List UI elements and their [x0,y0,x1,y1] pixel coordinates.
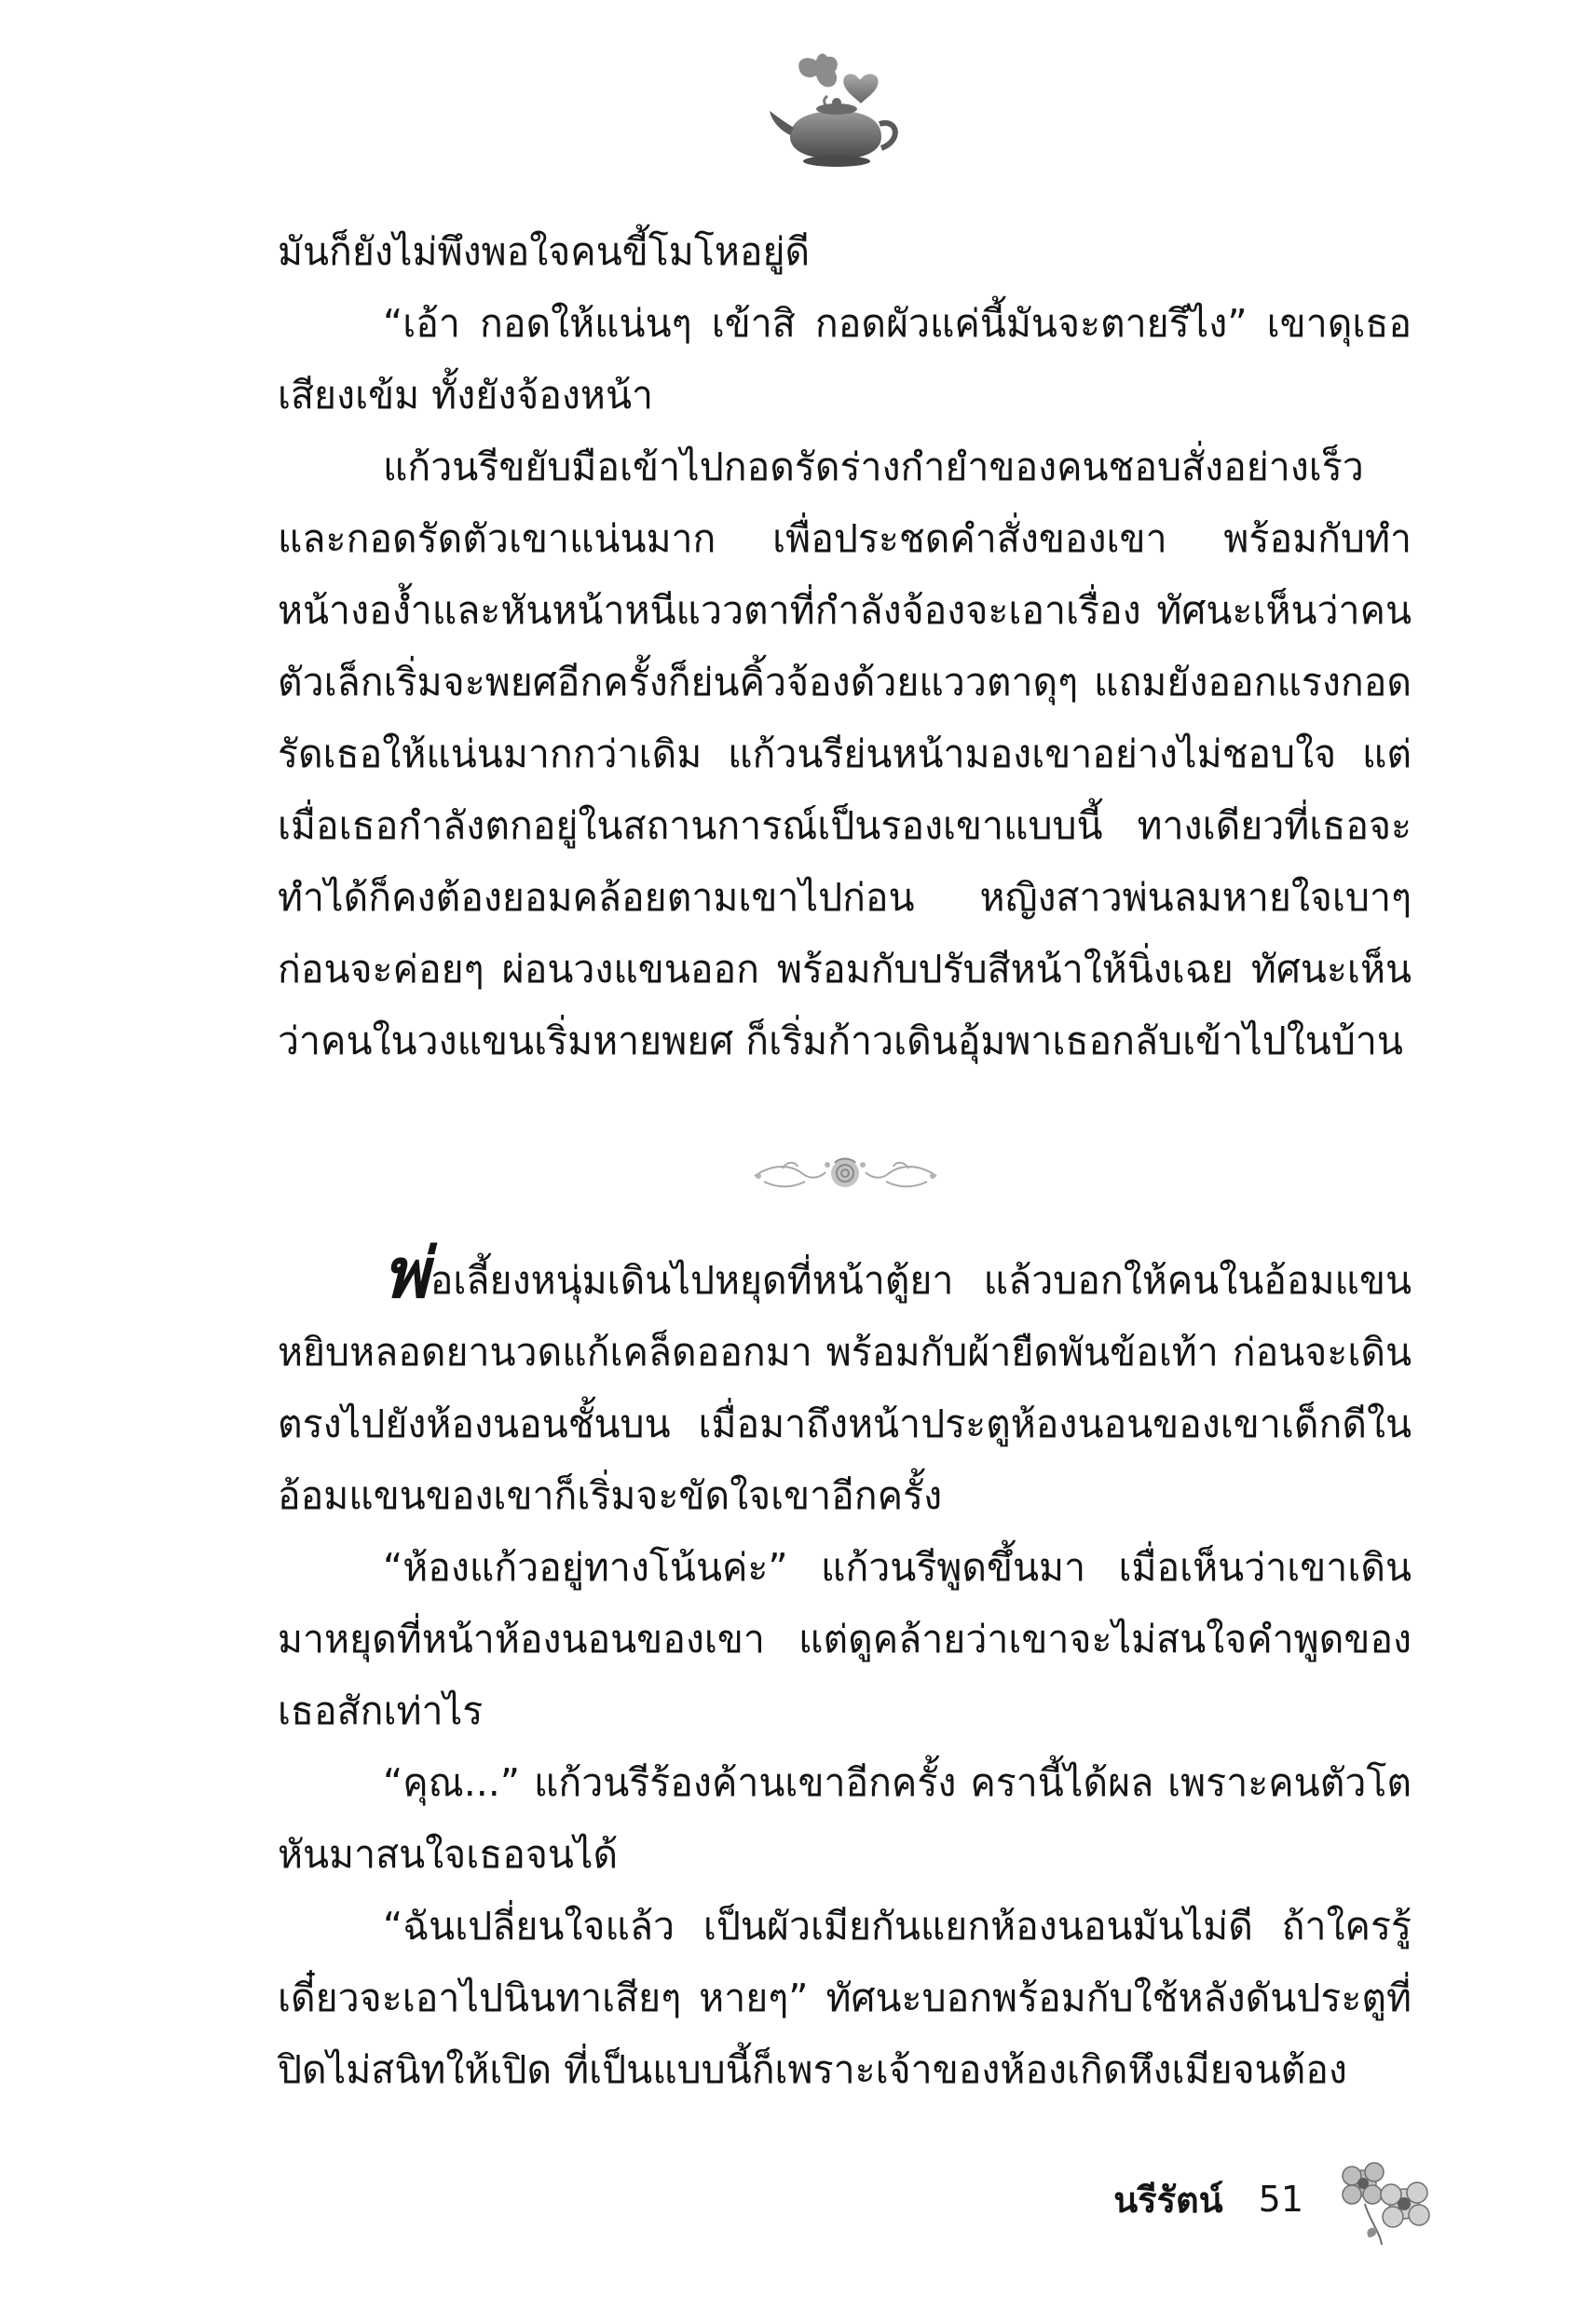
paragraph: “เอ้า กอดให้แน่นๆ เข้าสิ กอดผัวแค่นี้มันจะตายรึไง” เขาดุเธอเสียงเข้ม ทั้งยังจ้องหน้า [278,301,1412,417]
page-number: 51 [1258,2179,1303,2220]
text-block-1 [278,216,1412,1077]
footer-author: นรีรัตน์ [1113,2179,1223,2221]
text-block-2 [278,1234,1412,2106]
page-footer [1113,2143,1439,2255]
dropcap: พ่ [383,1234,429,1314]
paragraph: “คุณ...” แก้วนรีร้องค้านเขาอีกครั้ง ครานี้ได้ผล เพราะคนตัวโตหันมาสนใจเธอจนได้ [278,1760,1412,1877]
paragraph: “ห้องแก้วอยู่ทางโน้นค่ะ” แก้วนรีพูดขึ้นมา เมื่อเห็นว่าเขาเดินมาหยุดที่หน้าห้องนอนของเขา แต่ดูคล้ายว่าเขาจะไม่สนใจคำพูดของเธอสักเท่าไร [278,1545,1412,1733]
paragraph: มันก็ยังไม่พึงพอใจคนขี้โมโหอยู่ดี [278,229,811,274]
teapot-cherub-ornament-icon [762,51,911,172]
paragraph-text: อเลี้ยงหนุ่มเดินไปหยุดที่หน้าตู้ยา แล้วบอกให้คนในอ้อมแขนหยิบหลอดยานวดแก้เคล็ดออกมา พร้อมกับผ้ายืดพันข้อเท้า ก่อนจะเดินตรงไปยังห้องนอนชั้นบน เมื่อมาถึงหน้าประตูห้องนอนของเขาเด็กดีในอ้อมแขนของเขาก็เริ่มจะขัดใจเขาอีกครั้ง [278,1258,1412,1518]
floral-scroll-divider-icon [745,1144,946,1202]
flower-cluster-icon [1328,2148,1439,2250]
paragraph-with-dropcap [278,1234,1412,1532]
paragraph: แก้วนรีขยับมือเข้าไปกอดรัดร่างกำยำของคนชอบสั่งอย่างเร็ว และกอดรัดตัวเขาแน่นมาก เพื่อประชดคำสั่งของเขา พร้อมกับทำหน้างอง้ำและหันหน้าหนีแววตาที่กำลังจ้องจะเอาเรื่อง ทัศนะเห็นว่าคนตัวเล็กเริ่มจะพยศอีกครั้งก็ย่นคิ้วจ้องด้วยแววตาดุๆ แถมยังออกแรงกอดรัดเธอให้แน่นมากกว่าเดิม แก้วนรีย่นหน้ามองเขาอย่างไม่ชอบใจ แต่เมื่อเธอกำลังตกอยู่ในสถานการณ์เป็นรองเขาแบบนี้ ทางเดียวที่เธอจะทำได้ก็คงต้องยอมคล้อยตามเขาไปก่อน หญิงสาวพ่นลมหายใจเบาๆ ก่อนจะค่อยๆ ผ่อนวงแขนออก พร้อมกับปรับสีหน้าให้นิ่งเฉย ทัศนะเห็นว่าคนในวงแขนเริ่มหายพยศ ก็เริ่มก้าวเดินอุ้มพาเธอกลับเข้าไปในบ้าน [278,444,1412,1063]
paragraph: “ฉันเปลี่ยนใจแล้ว เป็นผัวเมียกันแยกห้องนอนมันไม่ดี ถ้าใครรู้เดี๋ยวจะเอาไปนินทาเสียๆ หายๆ” ทัศนะบอกพร้อมกับใช้หลังดันประตูที่ปิดไม่สนิทให้เปิด ที่เป็นแบบนี้ก็เพราะเจ้าของห้องเกิดหึงเมียจนต้อง [278,1904,1412,2092]
